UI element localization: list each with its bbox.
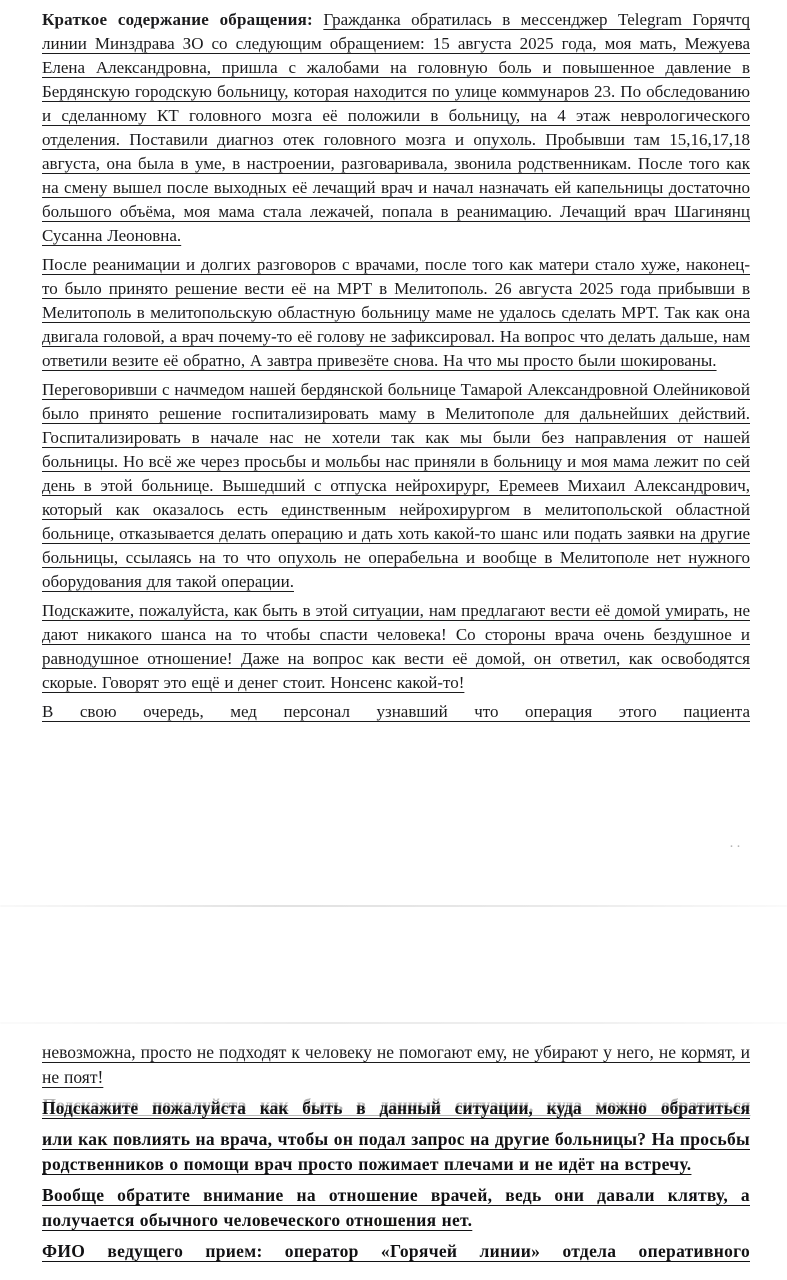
paragraph-text: невозможна, просто не подходят к человеку не помогают ему, не убирают у него, не кормят, и не поят! [42, 1042, 750, 1087]
paragraph-text: или как повлиять на врача, чтобы он подал запрос на другие больницы? На просьбы родственников о помощи врач просто пожимает плечами и не идёт на встречу. [42, 1129, 750, 1174]
paragraph-operator-fio-cutoff [42, 1239, 750, 1264]
paragraph-text: После реанимации и долгих разговоров с врачами, после того как матери стало хуже, наконец-то было принято решение вести её на МРТ в Мелитополь. 26 августа 2025 года прибывши в Мелитополь в мелитопольскую областную больницу маме не удалось сделать МРТ. Так как она двигала головой, а врач почему-то её голову не зафиксировал. На вопрос что делать дальше, нам ответили везите её обратно, А завтра привезёте снова. На что мы просто были шокированы. [42, 255, 750, 370]
paragraph-mrt-trip [42, 253, 750, 373]
page-top-edge-artifact [0, 1022, 787, 1024]
page-1 [42, 8, 750, 729]
paragraph-text: ФИО ведущего прием: оператор «Горячей линии» отдела оперативного [42, 1241, 750, 1261]
page-2 [42, 1040, 750, 1270]
paragraph-staff-partial [42, 700, 750, 724]
paragraph-text: Подскажите пожалуйста как быть в данный ситуации, куда можно обратиться [42, 1098, 750, 1118]
paragraph-hospitalization [42, 378, 750, 594]
paragraph-text: Вообще обратите внимание на отношение врачей, ведь они давали клятву, а получается обычного человеческого отношения нет. [42, 1185, 750, 1230]
paragraph-text: Переговоривши с начмедом нашей бердянской больнице Тамарой Александровной Олейниковой было принято решение госпитализировать маму в Мелитополе для дальнейших действий. Госпитализировать в начале нас не хотели так как мы были без направления от нашей больницы. Но всё же через просьбы и мольбы нас приняли в больницу и моя мама лежит по сей день в этой больнице. Вышедший с отпуска нейрохирург, Еремеев Михаил Александрович, который как оказалось есть единственным нейрохирургом в мелитопольской областной больнице, отказывается делать операцию и дать хоть какой-то шанс или подать заявки на другие больницы, ссылаясь на то что опухоль не операбельна и вообще в Мелитополе нет нужного оборудования для такой операции. [42, 380, 750, 591]
paragraph-intro [42, 8, 750, 248]
page-bottom-edge-artifact [0, 905, 787, 907]
paragraph-plea [42, 599, 750, 695]
paragraph-text: Подскажите, пожалуйста, как быть в этой ситуации, нам предлагают вести её домой умирать, не дают никакого шанса на то чтобы спасти человека! Со стороны врача очень бездушное и равнодушное отношение! Даже на вопрос как вести её домой, он ответил, как освободятся скорые. Говорят это ещё и денег стоит. Нонсенс какой-то! [42, 601, 750, 692]
paragraph-text: В свою очередь, мед персонал узнавший что операция этого пациента [42, 702, 750, 721]
paragraph-text: Гражданка обратилась в мессенджер Telegram Горячтq линии Минздрава ЗО со следующим обращением: 15 августа 2025 года, моя мать, Межуева Елена Александровна, пришла с жалобами на головную боль и повышенное давление в Бердянскую городскую больницу, которая находится по улице коммунаров 23. По обследованию и сделанному КТ головного мозга её положили в больницу, на 4 этаж неврологического отделения. Поставили диагноз отек головного мозга и опухоль. Пробывши там 15,16,17,18 августа, она была в уме, в настроении, разговаривала, звонила родственникам. После того как на смену вышел после выходных её лечащий врач и начал назначать ей капельницы достаточно большого объёма, моя мама стала лежачей, попала в реанимацию. Лечащий врач Шагинянц Сусанна Леоновна. [42, 10, 751, 245]
scan-smudge-artifact: ·· [729, 839, 743, 855]
paragraph-staff-continued [42, 1040, 750, 1090]
paragraph-question-ghosted-line [42, 1096, 750, 1121]
summary-label: Краткое содержание обращения: [42, 10, 313, 29]
paragraph-doctors-oath [42, 1183, 750, 1233]
paragraph-question-continued [42, 1127, 750, 1177]
